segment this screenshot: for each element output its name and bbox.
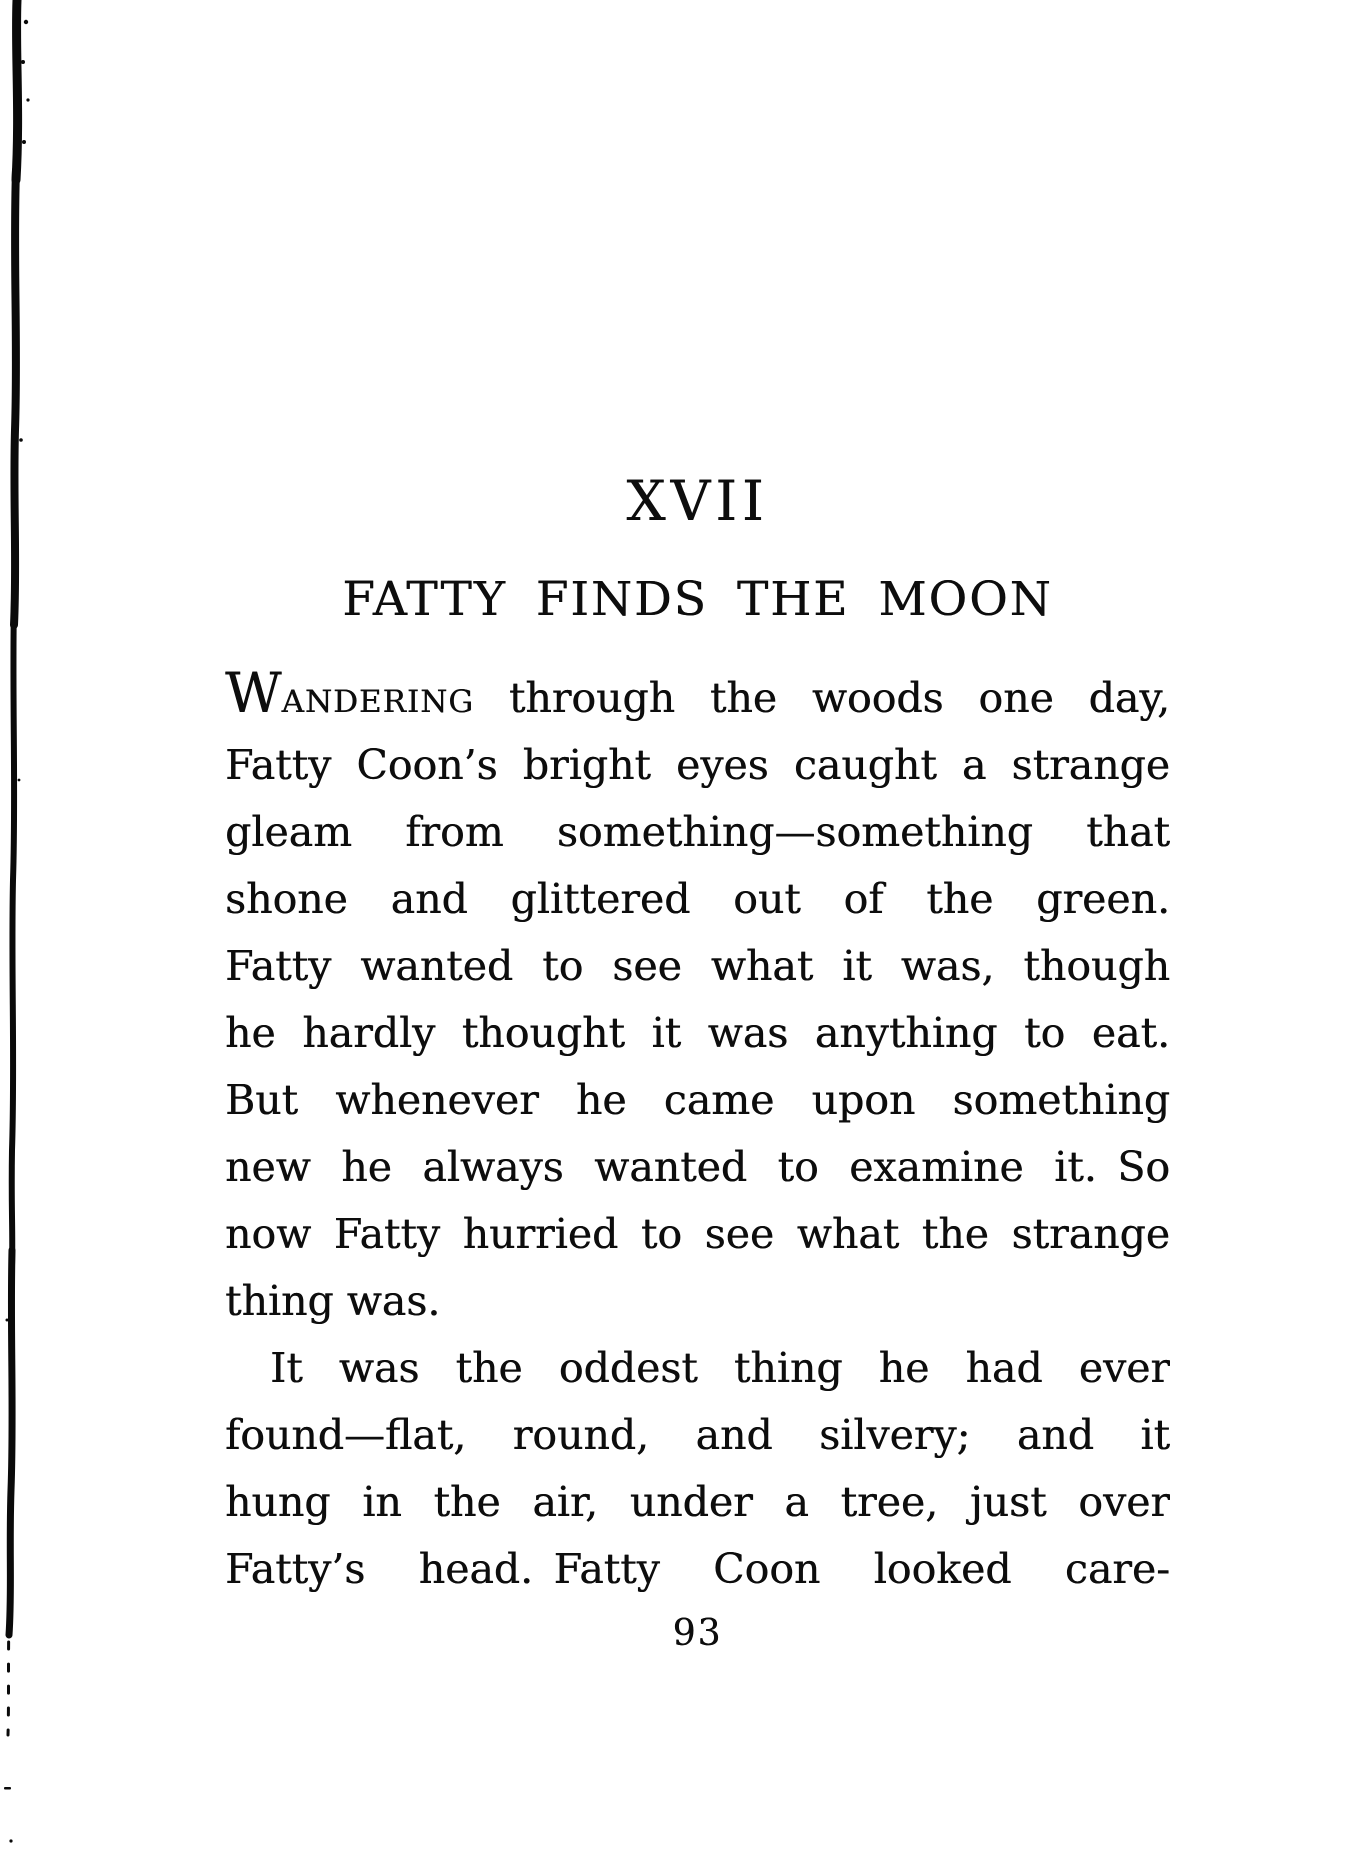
text-line: hung in the air, under a tree, just over [225,1478,1170,1526]
text-line: thing was. [225,1277,441,1325]
text-line: But whenever he came upon something [225,1076,1170,1124]
text-line: he hardly thought it was anything to eat. [225,1009,1170,1057]
page-number: 93 [672,1613,723,1654]
text-line: WANDERING through the woods one day, [225,665,1170,732]
text-line: Fatty wanted to see what it was, though [225,942,1170,990]
opening-small-caps: ANDERING [281,684,475,720]
text-line: It was the oddest thing he had ever [270,1344,1170,1392]
scan-spine-artifact [0,0,60,1865]
chapter-title: FATTY FINDS THE MOON [342,572,1053,627]
page-content [225,0,1170,1655]
text-line: now Fatty hurried to see what the strange [225,1210,1170,1258]
text-line: new he always wanted to examine it. So [225,1143,1170,1191]
text-line: gleam from something—something that [225,808,1170,856]
chapter-number: XVII [626,469,769,533]
body-text [225,665,1170,1603]
text-line: shone and glittered out of the green. [225,875,1170,923]
text-line: Fatty’s head. Fatty Coon looked care- [225,1545,1170,1593]
text-line: found—flat, round, and silvery; and it [225,1411,1170,1459]
opening-initial: W [225,665,282,725]
text-line: Fatty Coon’s bright eyes caught a strange [225,741,1170,789]
